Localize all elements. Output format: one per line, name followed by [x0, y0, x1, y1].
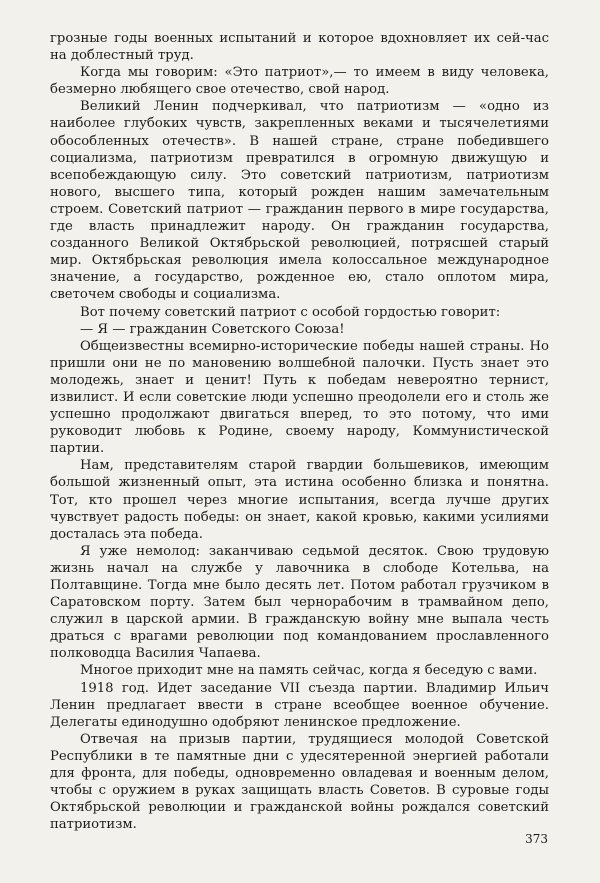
paragraph-2: Когда мы говорим: «Это патриот»,— то имеем в виду человека, безмерно любящего свое отечество, свой народ. [50, 65, 549, 98]
paragraph-6: Общеизвестны всемирно-исторические победы нашей страны. Но пришли они не по мановению волшебной палочки. Пусть знает это молодежь, знает и ценит! Путь к победам невероятно тернист, извилист. И если советские люди успешно преодолели его и столь же успешно продолжают двигаться вперед, то это потому, что ими руководит любовь к Родине, своему народу, Коммунистической партии. [50, 338, 549, 457]
page-body [50, 30, 549, 833]
paragraph-7: Нам, представителям старой гвардии большевиков, имеющим большой жизненный опыт, эта истина особенно близка и понятна. Тот, кто прошел через многие испытания, всегда лучше других чувствует радость победы: он знает, какой кровью, какими усилиями досталась эта победа. [50, 458, 549, 542]
paragraph-11: Отвечая на призыв партии, трудящиеся молодой Советской Республики в те памятные дни с удесятеренной энергией работали для фронта, для победы, одновременно овладевая и военным делом, чтобы с оружием в руках защищать власть Советов. В суровые годы Октябрьской революции и гражданской войны рождался советский патриотизм. [50, 731, 549, 833]
paragraph-1: грозные годы военных испытаний и которое вдохновляет их сей-час на доблестный труд. [50, 31, 549, 64]
paragraph-8: Я уже немолод: заканчиваю седьмой десяток. Свою трудовую жизнь начал на службе у лавочника в слободе Котельва, на Полтавщине. Тогда мне было десять лет. Потом работал грузчиком в Саратовском порту. Затем был чернорабочим в трамвайном депо, служил в царской армии. В гражданскую войну мне выпала честь драться с врагами революции под командованием прославленного полководца Василия Чапаева. [50, 543, 549, 662]
paragraph-9: Многое приходит мне на память сейчас, когда я беседую с вами. [80, 663, 538, 679]
page-number: 373 [525, 832, 548, 846]
paragraph-3: Великий Ленин подчеркивал, что патриотизм — «одно из наиболее глубоких чувств, закрепленных веками и тысячелетиями обособленных отечеств». В нашей стране, стране победившего социализма, патриотизм превратился в огромную движущую и всепобеждающую силу. Это советский патриотизм, патриотизм нового, высшего типа, который рожден нашим замечательным строем. Советский патриот — гражданин первого в мире государства, где власть принадлежит народу. Он гражданин государства, созданного Великой Октябрьской революцией, потрясшей старый мир. Октябрьская революция имела колоссальное международное значение, а государство, рожденное ею, стало оплотом мира, светочем свободы и социализма. [50, 99, 549, 303]
paragraph-4: Вот почему советский патриот с особой гордостью говорит: [80, 304, 501, 320]
paragraph-5: — Я — гражданин Советского Союза! [80, 321, 345, 337]
paragraph-10: 1918 год. Идет заседание VII съезда партии. Владимир Ильич Ленин предлагает ввести в стране всеобщее военное обучение. Делегаты единодушно одобряют ленинское предложение. [50, 680, 549, 730]
